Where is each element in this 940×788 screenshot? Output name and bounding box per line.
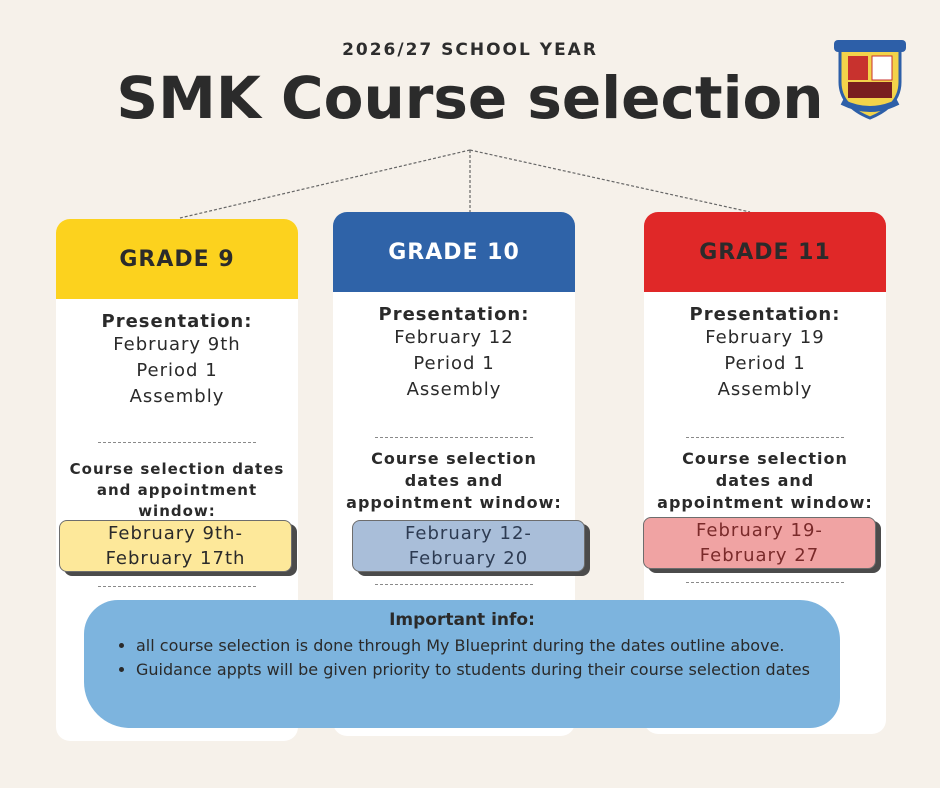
info-heading: Important info:: [389, 610, 535, 630]
info-item: • all course selection is done through My Blueprint during the dates outline above.: [136, 634, 812, 658]
divider: [98, 442, 256, 443]
window-label: Course selection: [682, 449, 848, 468]
presentation-date: February 19: [705, 327, 825, 348]
divider: [686, 437, 844, 438]
window-date-start: February 19-: [696, 520, 823, 541]
presentation-label: Presentation:: [689, 304, 841, 325]
window-label: dates and: [404, 471, 504, 490]
divider: [375, 437, 533, 438]
presentation-location: Assembly: [406, 379, 502, 400]
important-info-box: [84, 600, 840, 728]
presentation-date: February 12: [394, 327, 514, 348]
window-label: Course selection dates: [69, 460, 285, 478]
eyebrow-text: 2026/27 SCHOOL YEAR: [342, 40, 598, 60]
info-item: • Guidance appts will be given priority to students during their course selection dates: [136, 658, 812, 682]
presentation-label: Presentation:: [101, 311, 253, 332]
window-label: appointment window:: [657, 493, 873, 512]
presentation-period: Period 1: [724, 353, 806, 374]
presentation-period: Period 1: [136, 360, 218, 381]
window-label: and appointment: [96, 481, 258, 499]
window-label: window:: [138, 502, 216, 520]
grade-11-header: [644, 212, 886, 292]
divider: [98, 586, 256, 587]
presentation-location: Assembly: [129, 386, 225, 407]
grade-9-window-dates: [59, 520, 292, 572]
presentation-period: Period 1: [413, 353, 495, 374]
window-date-end: February 27: [699, 545, 820, 566]
presentation-date: February 9th: [113, 334, 241, 355]
grade-10-label: GRADE 10: [388, 239, 520, 265]
grade-10-window-dates: [352, 520, 585, 572]
grade-11-label: GRADE 11: [699, 239, 831, 265]
window-label: Course selection: [371, 449, 537, 468]
presentation-label: Presentation:: [378, 304, 530, 325]
window-date-end: February 17th: [105, 548, 246, 569]
window-label: appointment window:: [346, 493, 562, 512]
page-title: SMK Course selection: [116, 64, 824, 132]
window-label: dates and: [715, 471, 815, 490]
info-list: [84, 634, 840, 682]
window-date-end: February 20: [408, 548, 529, 569]
divider: [375, 584, 533, 585]
grade-10-header: [333, 212, 575, 292]
grade-9-header: [56, 219, 298, 299]
school-crest-icon: [832, 36, 908, 120]
divider: [686, 582, 844, 583]
grade-11-window-dates: [643, 517, 876, 569]
grade-9-label: GRADE 9: [119, 246, 235, 272]
window-date-start: February 9th-: [108, 523, 243, 544]
presentation-location: Assembly: [717, 379, 813, 400]
window-date-start: February 12-: [405, 523, 532, 544]
